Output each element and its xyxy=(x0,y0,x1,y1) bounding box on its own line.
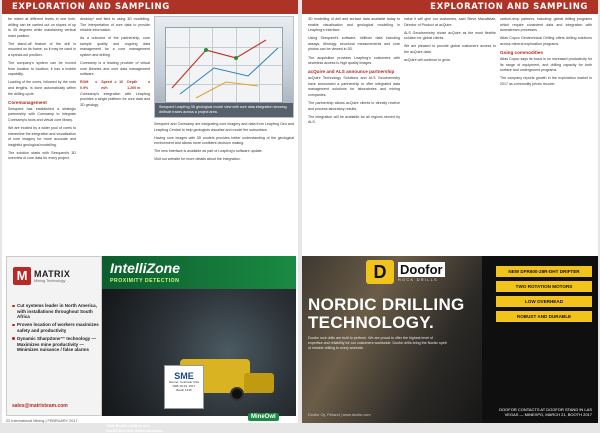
feature-list xyxy=(496,266,592,326)
paragraph: We are excited by a wider pool of cores to streamline the integration and visualisation of core imagery for more accurate and insightful geological modelling. xyxy=(8,126,76,147)
matrix-contact-link[interactable]: sales@matrixteam.com xyxy=(12,403,68,409)
sme-title: SME xyxy=(174,371,194,381)
paragraph: The company reports growth in the exploration market in 2017 as commodity prices recover. xyxy=(500,76,592,86)
ad-footer: DOOFOR CONTACTS AT DOOFOR STAND IN LAS VEGAS — MINEXPO, MARCH 21, BOOTH 2017 xyxy=(499,407,592,417)
doofor-advertisement[interactable] xyxy=(302,256,598,423)
paragraph: Seequent and Coresamp are integrating core imagery and data from Leapfrog Geo and Leapfrog Central to help geologists visualise and model the subsurface. xyxy=(154,122,294,132)
article-column-2 xyxy=(404,17,496,253)
ad-contact[interactable]: Doofor Oy, Finland | www.doofor.com xyxy=(308,413,371,417)
sme-badge xyxy=(164,365,204,409)
article-column-2 xyxy=(80,17,150,253)
stat-value: Speed ≥ 10 m/h xyxy=(101,80,124,91)
sme-location: Denver, Colorado USA xyxy=(168,380,200,384)
stats-row xyxy=(80,80,150,91)
list-item: Dynamic SharpZone™ technology — Maximizes mine productivity — Minimizes nuisance / false alarms xyxy=(12,336,100,353)
article-column-1 xyxy=(308,17,400,253)
section-heading: Coremanagement xyxy=(8,99,47,105)
paragraph: Coresamp is a leading provider of virtual core libraries and core data management software. xyxy=(80,61,150,77)
ad-body-text: Doofor rock drills are built to perform. We are proud to offer the highest level of expertise and reliability for our customers worldwide. Doofor drills bring the Nordic spirit of reliable drilling to every worksite. xyxy=(308,336,447,350)
article-column-1 xyxy=(8,17,76,253)
section-heading: acQuire and ALS announce partnership xyxy=(308,69,395,75)
left-page xyxy=(2,0,298,433)
paragraph: Atlas Copco Geotechnical Drilling offers drilling solutions across mineral exploration programs. xyxy=(500,36,592,46)
paragraph: 3D modelling of drill and surface data available today to enable visualisation and geological modelling in Leapfrog's interface. xyxy=(308,17,400,33)
intellizone-advertisement[interactable] xyxy=(102,256,296,433)
paragraph: Having core images with 3D models provides better understanding of the geological environment and allows more confident decision making. xyxy=(154,135,294,146)
intellizone-subtitle: PROXIMITY DETECTION xyxy=(110,278,180,284)
paragraph: The acquisition provides Leapfrog's customers with seamless access to high quality images. xyxy=(308,55,400,66)
image-caption: Seequent Leapfrog 3D geological model view with core data integration showing drillhole traces across a project area. xyxy=(155,103,293,117)
drillhole-traces xyxy=(166,28,284,102)
matrix-logo-icon: M xyxy=(13,267,31,285)
list-item: Proven location of workers maximizes safety and productivity xyxy=(12,322,100,333)
ad-headline-line-1: NORDIC DRILLING xyxy=(308,295,465,314)
paragraph: ALS Geochemistry chose acQuire as the most flexible solution for global clients. xyxy=(404,30,496,41)
feature-badge: ROBUST AND DURABLE xyxy=(496,311,592,322)
stat-value: ROM ≤ 0.9% xyxy=(80,80,98,91)
wheel-icon xyxy=(230,387,244,401)
paragraph: Seequent has established a strategic partnership with Coresamp to integrate Coresamp's tools and virtual core library. xyxy=(8,106,76,122)
paragraph: We are pleased to provide global customers access to the acQuire data. xyxy=(404,44,496,54)
article-column-3 xyxy=(500,17,592,253)
section-header: EXPLORATION AND SAMPLING xyxy=(2,0,298,14)
paragraph: Using Seequent's software, drillhole data including assays, lithology, structural measurements and core photos can be viewed in 3D. xyxy=(308,36,400,52)
matrix-advertisement[interactable] xyxy=(6,256,102,416)
paragraph: The integration will be available for all regions served by ALS. xyxy=(308,114,400,125)
paragraph: The company's system can be moved from location to location; it has a mobile capability. xyxy=(8,61,76,77)
matrix-tagline: Mining Technology xyxy=(34,279,66,283)
geological-model-image xyxy=(154,16,294,118)
paragraph: Coresamp's integration with Leapfrog provides a single platform for core data and 3D geology. xyxy=(80,91,150,107)
doofor-logo-icon: D xyxy=(366,260,394,284)
list-item: Cut systems leader in North America, with installations throughout South Africa xyxy=(12,303,100,320)
mine-scene-image xyxy=(102,289,296,433)
feature-badge: TWO ROTATION MOTORS xyxy=(496,281,592,292)
section-header: EXPLORATION AND SAMPLING xyxy=(302,0,598,14)
doofor-brand-sub: ROCK DRILLS xyxy=(398,277,438,282)
ad-headline xyxy=(308,296,465,332)
sme-booth: Booth 1445 xyxy=(176,387,192,392)
ad-headline-line-2: TECHNOLOGY. xyxy=(308,313,435,332)
visit-booth-text: Visit Booth 1445 to see IntelliZone live demonstration xyxy=(106,423,163,433)
paragraph: The partnership allows acQuire clients to directly receive and process laboratory results. xyxy=(308,101,400,111)
matrix-logo xyxy=(13,267,70,285)
doofor-brand: Doofor xyxy=(400,262,443,277)
paragraph: acQuire will continue to grow. xyxy=(404,58,451,63)
page-folio: 22 International Mining | FEBRUARY 2017 xyxy=(6,419,78,423)
matrix-brand: MATRIX xyxy=(34,269,71,279)
paragraph: As a outcome of the partnership, core sample quality and ongoing data management for a core management system and drilling. xyxy=(80,36,150,58)
paragraph: carbon-drop partners, including: global drilling programs which require consistent data and integration with downstream processes. xyxy=(500,17,592,33)
right-page xyxy=(302,0,598,423)
mineowl-logo: MineOwl xyxy=(248,413,279,421)
paragraph: Loading of the cores, followed by the rods and lengths, is done automatically within the drilling cycle. xyxy=(8,80,76,96)
paragraph: Atlas Copco says its focus is on increased productivity for its range of equipment, and drilling capacity for both surface and underground programs. xyxy=(500,56,592,73)
doofor-logo xyxy=(366,260,445,284)
mining-vehicle-cab xyxy=(244,373,274,393)
matrix-feature-list xyxy=(12,303,100,355)
paragraph: The new interface is available as part of Leapfrog's software update. xyxy=(154,149,263,154)
intellizone-title: IntelliZone xyxy=(110,260,180,276)
paragraph: The solution starts with Seequent's 3D overview of core data for every project. xyxy=(8,150,76,161)
intellizone-banner xyxy=(102,256,296,289)
model-grid xyxy=(165,27,283,103)
paragraph: The stand-off feature of the drill is mounted on its frame, so it may be used in a spread-out position. xyxy=(8,41,76,58)
paragraph: desktop* and field to using 3D modelling. The interpretation of core data to provide reliable information. xyxy=(80,17,150,33)
paragraph: be mixed at different levels in one hole, drilling can be carried out on slopes of up to 45 degrees while maintaining vertical mast position. xyxy=(8,17,76,38)
feature-badge: LOW OVERHEAD xyxy=(496,296,592,307)
sme-dates: FEB 19-22, 2017 xyxy=(172,383,196,388)
article-column-3 xyxy=(154,122,294,253)
paragraph: acQuire Technology Solutions and ALS Geochemistry have announced a partnership to offer integrated data management solutions for laboratories and mining companies. xyxy=(308,76,400,98)
paragraph: value it will give our customers, said Steve Macalistair, Director of Product at acQuire. xyxy=(404,17,496,27)
feature-badge: NEW DFR600-28R-DHT DRIFTER xyxy=(496,266,592,277)
stat-value: Depth ≤ 1,200 m xyxy=(127,80,150,91)
paragraph: Visit our website for more details about the integration. xyxy=(154,157,241,162)
section-heading: Going commodities xyxy=(500,49,543,55)
